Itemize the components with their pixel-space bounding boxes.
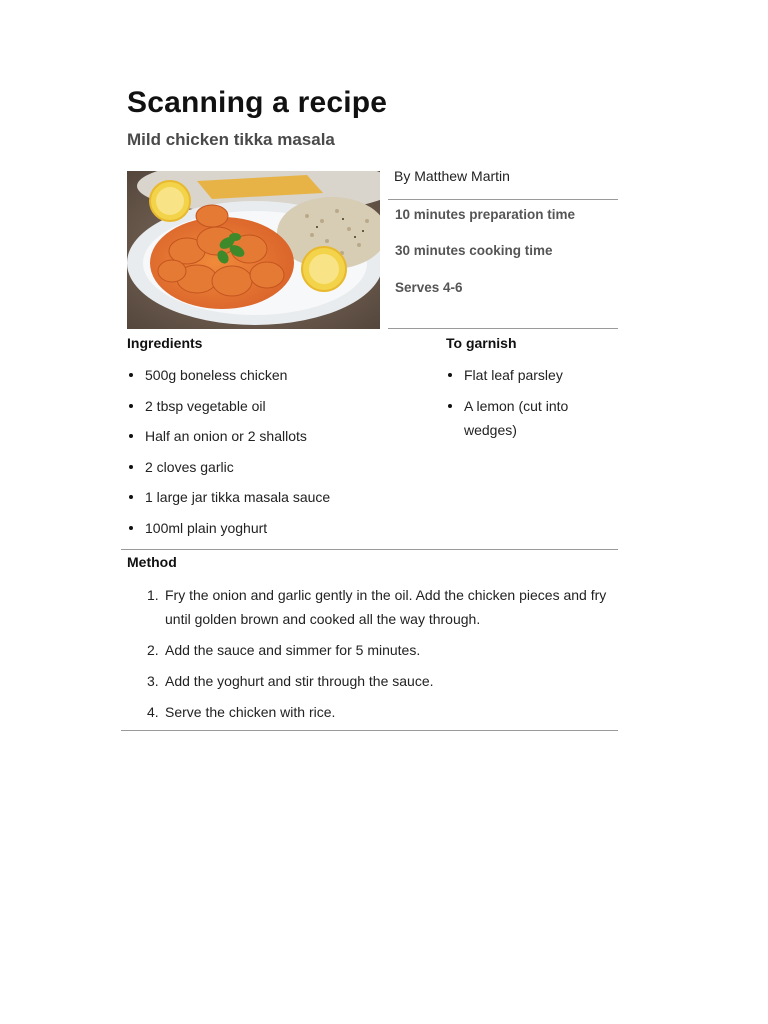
step-number: 1. xyxy=(147,587,159,603)
method-heading: Method xyxy=(127,554,177,570)
ingredient-item: 1 large jar tikka masala sauce xyxy=(127,485,417,509)
step-text: Add the yoghurt and stir through the sauce. xyxy=(165,673,434,689)
prep-time: 10 minutes preparation time xyxy=(395,207,576,222)
method-step xyxy=(127,583,607,631)
page-title: Scanning a recipe xyxy=(127,86,388,119)
ingredients-heading: Ingredients xyxy=(127,335,203,351)
ingredient-item: Half an onion or 2 shallots xyxy=(127,424,417,448)
cook-time: 30 minutes cooking time xyxy=(395,243,553,258)
ingredients-list xyxy=(127,363,417,546)
garnish-item: Flat leaf parsley xyxy=(446,363,596,387)
divider xyxy=(121,549,618,550)
step-number: 3. xyxy=(147,673,159,689)
recipe-photo-image xyxy=(127,171,380,329)
method-step xyxy=(127,700,607,724)
garnish-heading: To garnish xyxy=(446,335,517,351)
ingredient-item: 500g boneless chicken xyxy=(127,363,417,387)
ingredient-item: 100ml plain yoghurt xyxy=(127,516,417,540)
divider xyxy=(121,730,618,731)
divider xyxy=(388,199,618,200)
recipe-photo-illustration xyxy=(127,171,380,329)
divider xyxy=(388,328,618,329)
step-number: 4. xyxy=(147,704,159,720)
ingredient-item: 2 cloves garlic xyxy=(127,455,417,479)
recipe-subtitle: Mild chicken tikka masala xyxy=(127,130,335,149)
servings: Serves 4-6 xyxy=(395,280,463,295)
method-step xyxy=(127,638,607,662)
step-text: Fry the onion and garlic gently in the oil. Add the chicken pieces and fry until golden brown and cooked all the way through. xyxy=(165,587,607,627)
garnish-item: A lemon (cut into wedges) xyxy=(446,394,596,442)
step-text: Add the sauce and simmer for 5 minutes. xyxy=(165,642,421,658)
method-steps xyxy=(127,583,607,731)
ingredient-item: 2 tbsp vegetable oil xyxy=(127,394,417,418)
method-step xyxy=(127,669,607,693)
step-number: 2. xyxy=(147,642,159,658)
step-text: Serve the chicken with rice. xyxy=(165,704,336,720)
garnish-list xyxy=(446,363,596,448)
recipe-author: By Matthew Martin xyxy=(394,168,510,184)
